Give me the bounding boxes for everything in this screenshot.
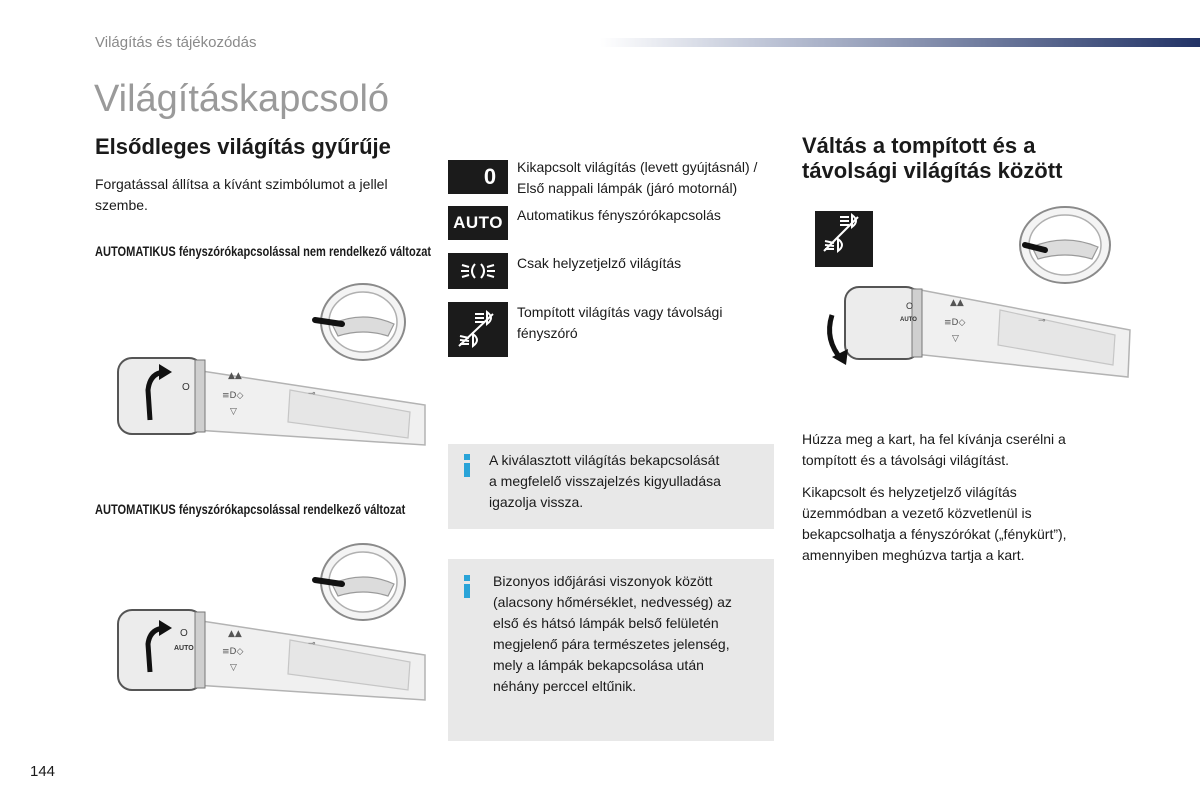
info-text: Bizonyos időjárási viszonyok között (alacsony hőmérséklet, nedvesség) az első és hátsó lámpák belső felületén megjelenő pára természetes jelenség, mely a lámpák bekapcsolása után néhány perccel eltűnik.: [493, 573, 732, 694]
svg-text:≡D◇: ≡D◇: [944, 318, 966, 328]
stalk-illustration-without-auto: [110, 280, 425, 460]
dipped-main-beam-icon: [815, 211, 873, 267]
pull-paragraph: Húzza meg a kart, ha fel kívánja cserélni a tompított és a távolsági világítást.: [802, 431, 1066, 468]
svg-text:AUTO: AUTO: [900, 317, 917, 323]
section-heading-main-ring: Elsődleges világítás gyűrűje: [95, 134, 391, 159]
stalk-lever-icon: [118, 358, 425, 445]
running-header: Világítás és tájékozódás: [95, 34, 257, 51]
symbol-desc: Kikapcsolt világítás (levett gyújtásnál) / Első nappali lámpák (járó motornál): [517, 159, 758, 196]
page-number: 144: [30, 763, 56, 780]
svg-text:⊸: ⊸: [308, 389, 316, 399]
symbol-desc: Automatikus fényszórókapcsolás: [517, 207, 721, 223]
variant-label-without-auto: AUTOMATIKUS fényszórókapcsolással nem rendelkező változat: [95, 244, 432, 259]
dipped-main-beam-icon: [448, 302, 508, 357]
steering-wheel-icon: [1020, 207, 1110, 283]
svg-text:≡D◇: ≡D◇: [222, 391, 244, 401]
svg-text:≡D◇: ≡D◇: [222, 647, 244, 657]
stalk-illustration-with-auto: [110, 540, 425, 720]
stalk-lever-icon: [830, 287, 1130, 377]
svg-text:⊸: ⊸: [308, 639, 316, 649]
symbol-desc: Csak helyzetjelző világítás: [517, 255, 682, 271]
off-zero-icon: 0: [448, 160, 508, 194]
svg-text:⊸: ⊸: [1038, 316, 1046, 326]
steering-wheel-icon: [315, 284, 405, 360]
header-accent-bar: [600, 38, 1200, 47]
svg-text:▽: ▽: [952, 334, 959, 344]
info-box-confirmation: [448, 444, 774, 529]
info-box-condensation: [448, 559, 774, 741]
section-heading-beam-switch: Váltás a tompított és a távolsági világítás között: [802, 133, 1063, 183]
info-icon: [464, 454, 470, 460]
intro-paragraph: Forgatással állítsa a kívánt szimbólumot a jellel szembe.: [95, 176, 388, 213]
symbol-desc: Tompított világítás vagy távolsági fényszóró: [517, 304, 723, 341]
svg-text:O: O: [906, 301, 914, 311]
svg-text:▽: ▽: [230, 407, 237, 417]
svg-text:▲▲: ▲▲: [228, 629, 242, 639]
svg-text:AUTO: AUTO: [174, 645, 194, 652]
stalk-lever-icon: [118, 610, 425, 700]
stalk-pull-illustration: [810, 205, 1140, 380]
steering-wheel-icon: [315, 544, 405, 620]
svg-text:O: O: [180, 628, 188, 639]
svg-text:▽: ▽: [230, 663, 237, 673]
auto-icon: AUTO: [448, 206, 508, 240]
page-title: Világításkapcsoló: [94, 78, 390, 120]
svg-text:▲▲: ▲▲: [950, 298, 964, 308]
info-text: A kiválasztott világítás bekapcsolását a megfelelő visszajelzés kigyulladása igazolja vissza.: [489, 452, 721, 510]
flash-paragraph: Kikapcsolt és helyzetjelző világítás üzemmódban a vezető közvetlenül is bekapcsolhatja a fényszórókat („fénykürt”), amennyiben meghúzva tartja a kart.: [802, 484, 1067, 563]
sidelights-icon: [448, 253, 508, 289]
info-icon: [464, 575, 470, 581]
svg-text:O: O: [182, 382, 190, 393]
svg-text:▲▲: ▲▲: [228, 371, 242, 381]
variant-label-with-auto: AUTOMATIKUS fényszórókapcsolással rendelkező változat: [95, 502, 406, 517]
